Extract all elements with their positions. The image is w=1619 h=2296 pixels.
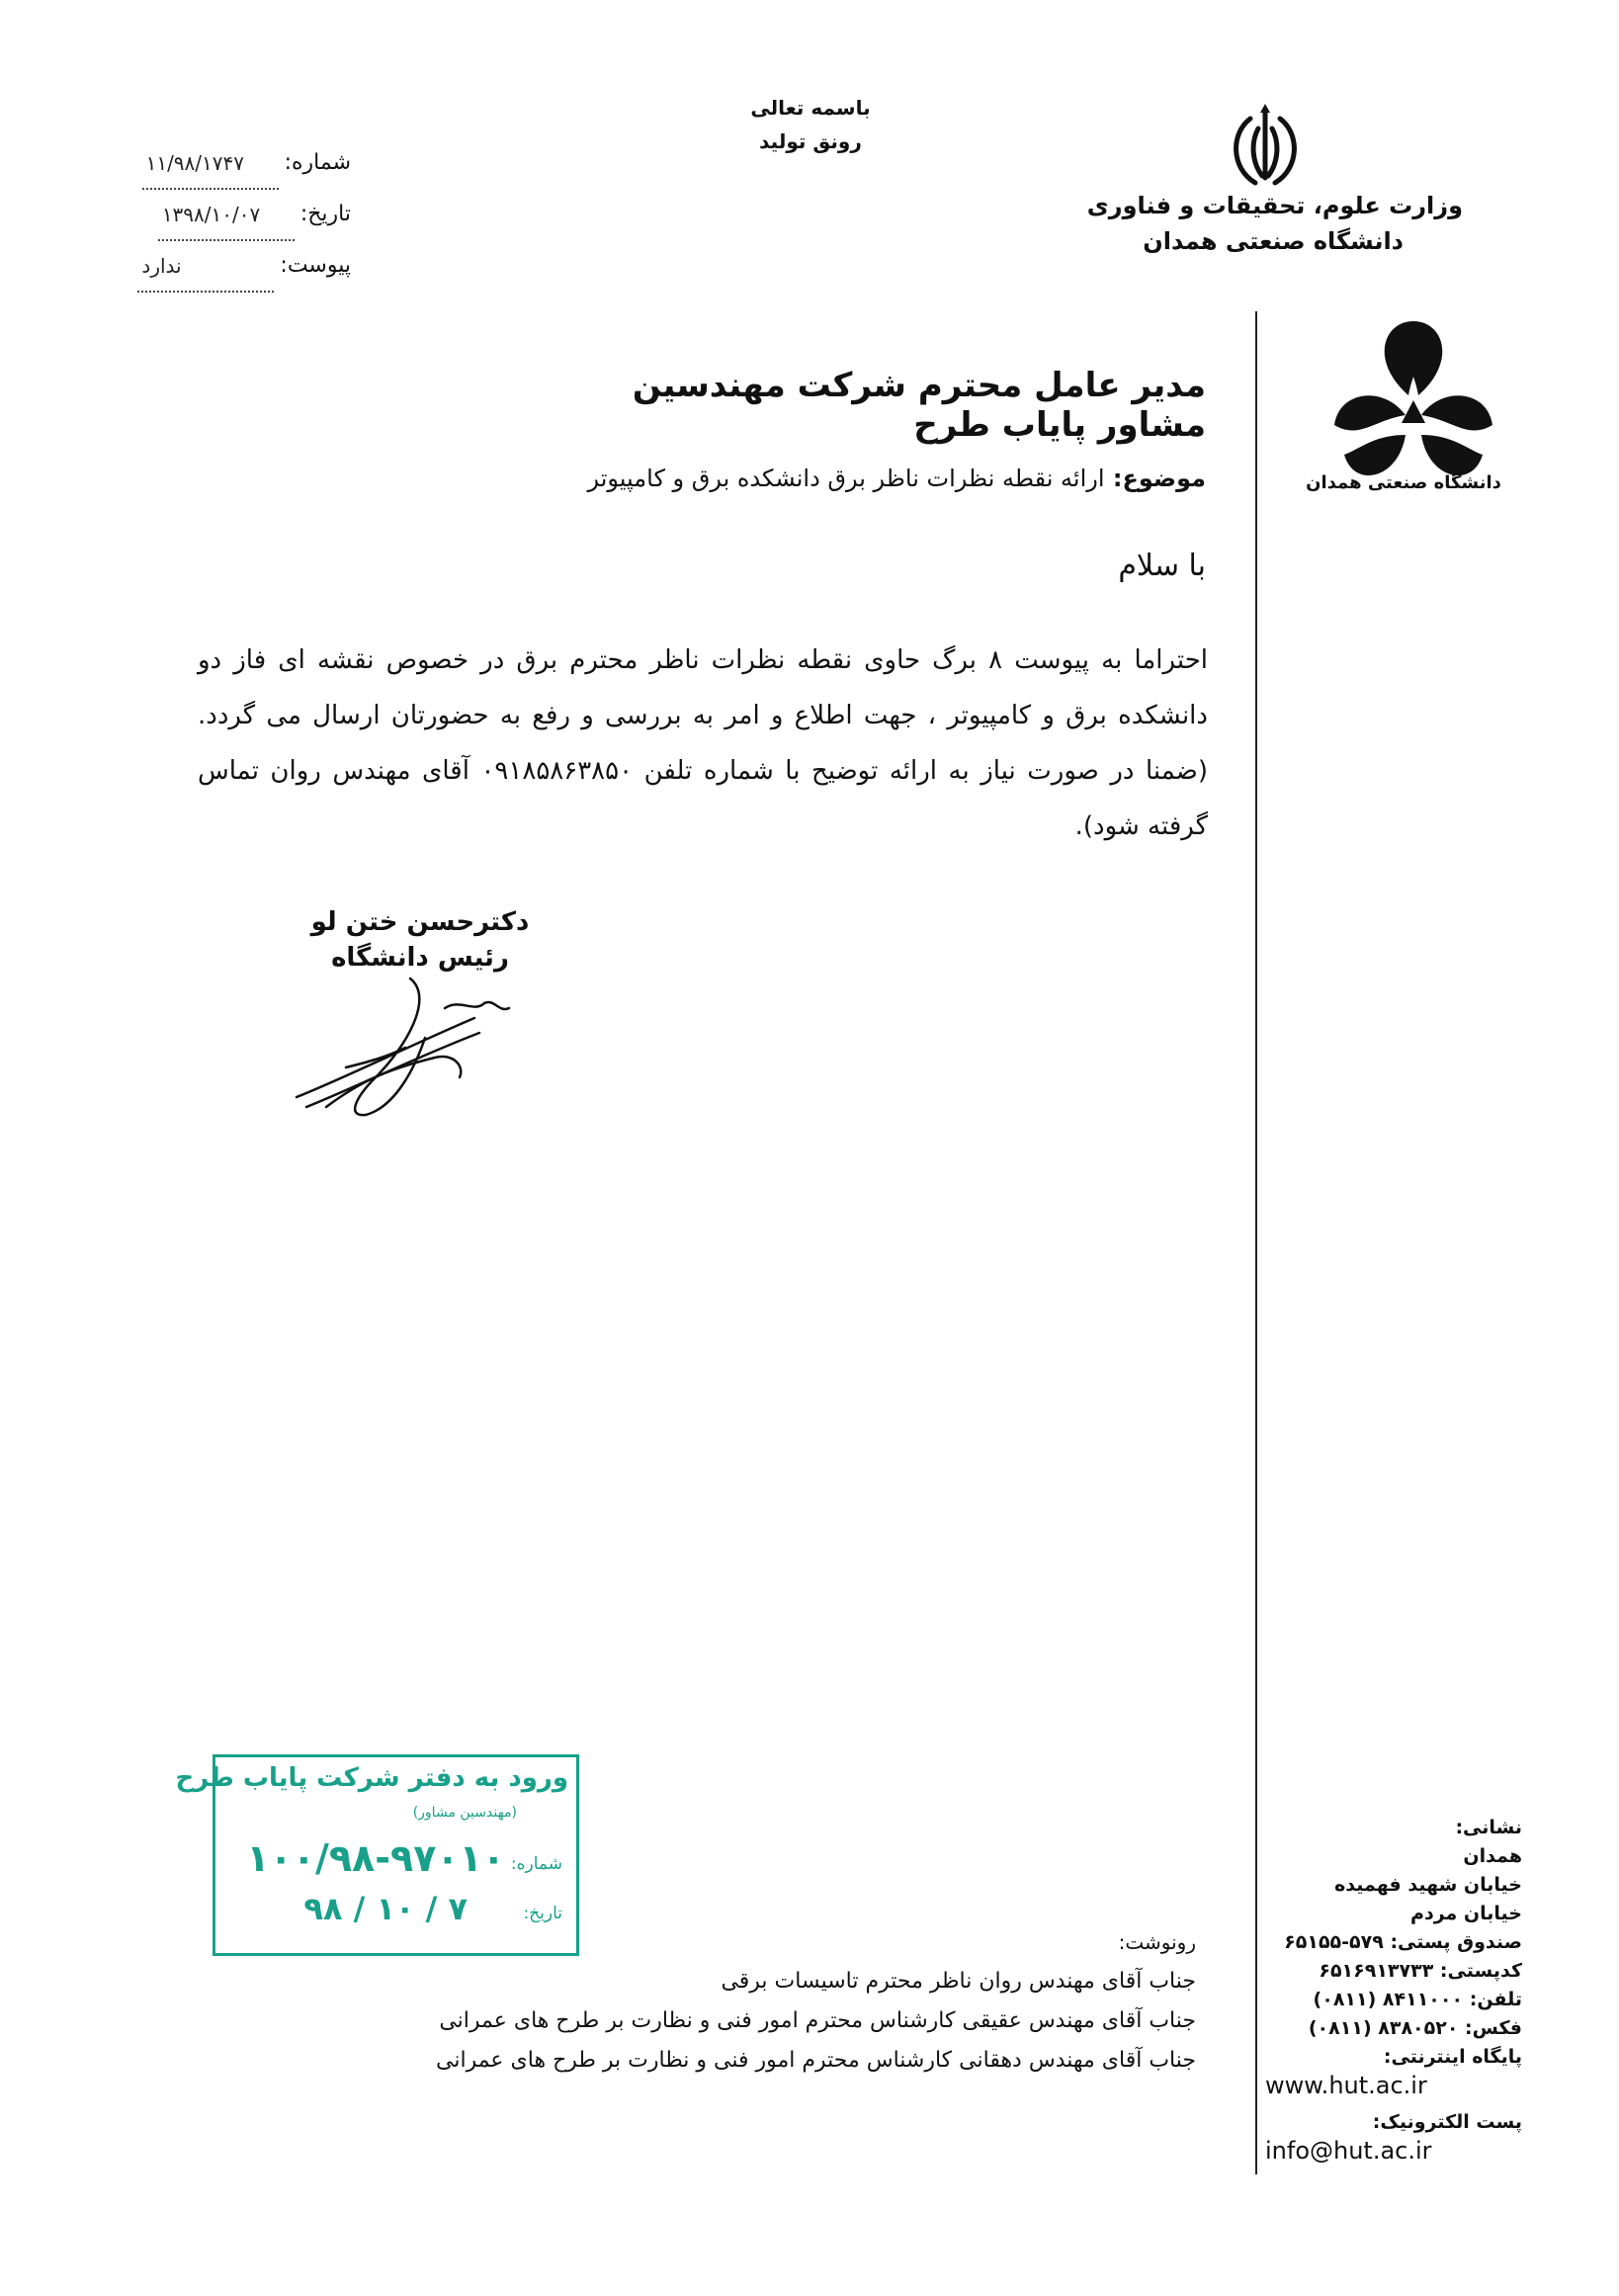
stamp-date-value: ۹۸ / ۱۰ / ۷ bbox=[303, 1890, 468, 1927]
cc-item: جناب آقای مهندس روان ناظر محترم تاسیسات برقی bbox=[721, 1969, 1196, 1994]
attachment-label: پیوست: bbox=[280, 253, 351, 278]
cc-title: رونوشت: bbox=[1118, 1930, 1196, 1954]
stamp-number-value: ۱۰۰/۹۸-۹۷۰۱۰ bbox=[246, 1836, 505, 1880]
date-row bbox=[94, 190, 351, 241]
address-line: همدان bbox=[1463, 1845, 1522, 1867]
signer-name: دکترحسن ختن لو bbox=[310, 907, 530, 937]
greeting: با سلام bbox=[1118, 549, 1206, 583]
postal-code: کدپستی: ۶۵۱۶۹۱۳۷۳۳ bbox=[1319, 1960, 1522, 1982]
logo-caption: دانشگاه صنعتی همدان bbox=[1306, 472, 1501, 493]
website-link[interactable]: www.hut.ac.ir bbox=[1265, 2072, 1427, 2099]
subject-label: موضوع: bbox=[1112, 465, 1206, 492]
subject-line bbox=[445, 465, 1206, 492]
number-row bbox=[94, 138, 351, 190]
date-value: ۱۳۹۸/۱۰/۰۷ bbox=[158, 190, 295, 241]
attachment-value: ندارد bbox=[137, 241, 274, 293]
email-link[interactable]: info@hut.ac.ir bbox=[1265, 2137, 1432, 2165]
handwritten-signature-icon bbox=[287, 959, 514, 1127]
address-line: خیابان مردم bbox=[1410, 1903, 1522, 1924]
stamp-title: ورود به دفتر شرکت پایاب طرح bbox=[175, 1763, 568, 1793]
ministry-header bbox=[1028, 188, 1463, 259]
email-label: پست الکترونیک: bbox=[1372, 2111, 1522, 2133]
phone: تلفن: ۸۴۱۱۰۰۰ (۰۸۱۱) bbox=[1313, 1989, 1522, 2010]
top-invocation-line-2: رونق تولید bbox=[759, 129, 862, 153]
cc-list bbox=[297, 1922, 1196, 2081]
iran-emblem-icon bbox=[1221, 99, 1310, 198]
ministry-name: وزارت علوم، تحقیقات و فناوری bbox=[1086, 192, 1463, 219]
pobox: صندوق پستی: ۵۷۹-۶۵۱۵۵ bbox=[1284, 1931, 1522, 1953]
number-value: ۱۱/۹۸/۱۷۴۷ bbox=[142, 138, 279, 190]
stamp-date-label: تاریخ: bbox=[523, 1904, 562, 1923]
attachment-row bbox=[94, 241, 351, 293]
signer-title: رئیس دانشگاه bbox=[331, 943, 509, 973]
margin-divider bbox=[1255, 311, 1257, 2174]
address-label: نشانی: bbox=[1455, 1817, 1522, 1838]
contact-info bbox=[1265, 1814, 1522, 2166]
address-line: خیابان شهید فهمیده bbox=[1334, 1874, 1522, 1896]
university-name: دانشگاه صنعتی همدان bbox=[1143, 227, 1404, 255]
date-label: تاریخ: bbox=[299, 202, 351, 226]
subject-text: ارائه نقطه نظرات ناظر برق دانشکده برق و کامپیوتر bbox=[587, 465, 1105, 492]
cc-item: جناب آقای مهندس دهقانی کارشناس محترم امور فنی و نظارت بر طرح های عمرانی bbox=[436, 2048, 1196, 2073]
letter-meta bbox=[94, 138, 351, 293]
number-label: شماره: bbox=[284, 150, 351, 175]
stamp-number-label: شماره: bbox=[510, 1854, 562, 1874]
addressee: مدیر عامل محترم شرکت مهندسین مشاور پایاب طرح bbox=[632, 366, 1206, 445]
letter-body: احتراما به پیوست ۸ برگ حاوی نقطه نظرات ناظر محترم برق در خصوص نقشه ای فاز دو دانشکده برق و کامپیوتر ، جهت اطلاع و امر به بررسی و رفع به حضورتان ارسال می گردد. (ضمنا در صورت نیاز به ارائه توضیح با شماره تلفن ۰۹۱۸۵۸۶۳۸۵۰ آقای مهندس روان تماس گرفته شود). bbox=[198, 645, 1208, 841]
fax: فکس: ۸۳۸۰۵۲۰ (۰۸۱۱) bbox=[1308, 2017, 1522, 2039]
website-label: پایگاه اینترنتی: bbox=[1383, 2046, 1522, 2068]
cc-item: جناب آقای مهندس عقیقی کارشناس محترم امور فنی و نظارت بر طرح های عمرانی bbox=[439, 2008, 1196, 2033]
top-invocation bbox=[731, 91, 890, 158]
top-invocation-line-1: باسمه تعالی bbox=[750, 96, 871, 120]
stamp-subtitle: (مهندسین مشاور) bbox=[412, 1805, 517, 1821]
